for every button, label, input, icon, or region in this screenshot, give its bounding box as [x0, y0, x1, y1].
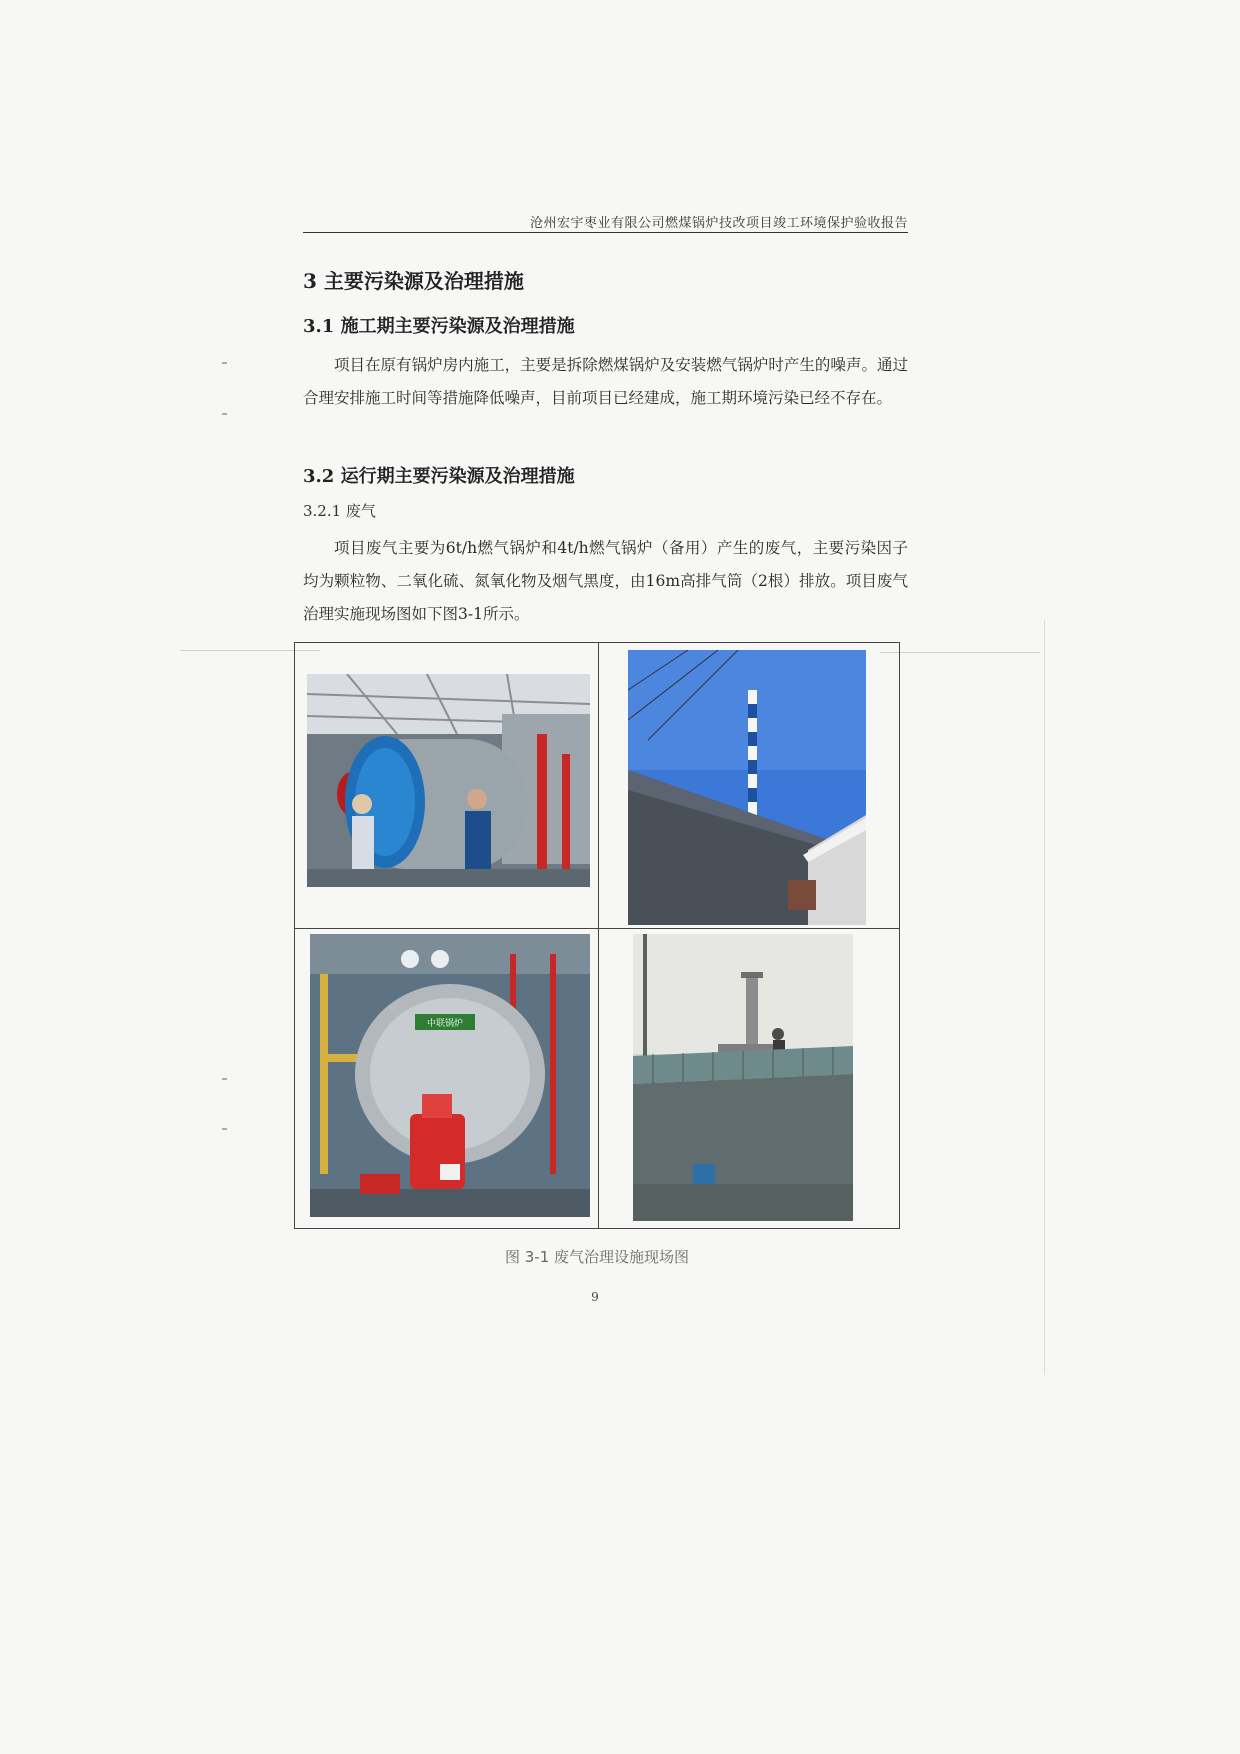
figure-caption: 图 3-1 废气治理设施现场图 — [504, 1248, 690, 1266]
page-number: 9 — [591, 1290, 599, 1304]
photo-boiler-room — [307, 674, 590, 887]
section-3-2-title: 3.2 运行期主要污染源及治理措施 — [303, 466, 575, 487]
figure-grid-divider — [295, 928, 899, 929]
margin-mark — [222, 1078, 227, 1080]
margin-mark — [222, 413, 227, 415]
boiler-brand-label: 中联锅炉 — [426, 1019, 464, 1029]
subsection-3-2-1-paragraph: 项目废气主要为6t/h燃气锅炉和4t/h燃气锅炉（备用）产生的废气，主要污染因子均为颗粒物、二氧化硫、氮氧化物及烟气黑度，由16m高排气筒（2根）排放。项目废气治理实施现场图如下图3-1所示。 — [303, 539, 908, 623]
scan-artifact-edge — [1044, 620, 1045, 1375]
running-header: 沧州宏宇枣业有限公司燃煤锅炉技改项目竣工环境保护验收报告 — [529, 216, 908, 231]
photo-tall-chimney — [628, 650, 866, 925]
section-3-1-title: 3.1 施工期主要污染源及治理措施 — [303, 316, 575, 337]
margin-mark — [222, 1128, 227, 1130]
figure-grid-divider — [598, 643, 599, 1228]
margin-mark — [222, 362, 227, 364]
header-rule — [303, 232, 908, 233]
photo-rooftop-stack — [633, 934, 853, 1221]
chapter-title: 3 主要污染源及治理措施 — [303, 269, 524, 293]
subsection-3-2-1-title: 3.2.1 废气 — [303, 502, 376, 520]
photo-boiler-burner — [310, 934, 590, 1217]
scan-artifact-line — [880, 652, 1040, 653]
section-3-1-paragraph: 项目在原有锅炉房内施工，主要是拆除燃煤锅炉及安装燃气锅炉时产生的噪声。通过合理安排施工时间等措施降低噪声，目前项目已经建成，施工期环境污染已经不存在。 — [303, 356, 908, 407]
